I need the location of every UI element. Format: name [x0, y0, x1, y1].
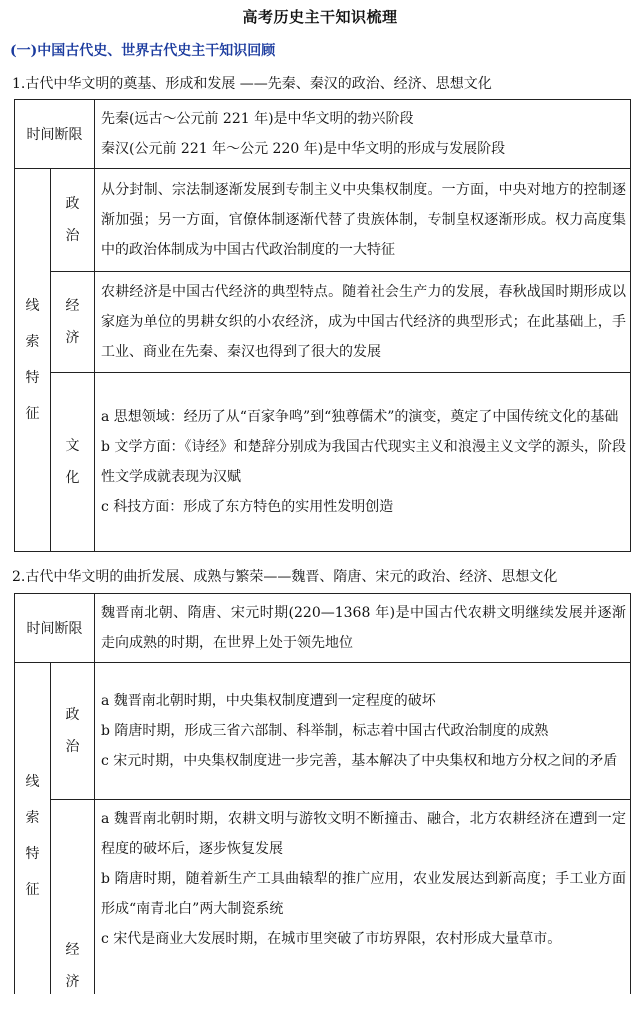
section-heading: (一)中国古代史、世界古代史主干知识回顾 [10, 43, 276, 59]
economy-label: 经 济 [51, 272, 95, 373]
economy-text: 农耕经济是中国古代经济的典型特点。随着社会生产力的发展，春秋战国时期形成以家庭为单位的男耕女织的小农经济，成为中国古代经济的典型形式；在此基础上，手工业、商业在先秦、秦汉也得到了很大的发展 [95, 272, 631, 373]
table-row [15, 100, 631, 169]
economy-label: 经 济 [51, 800, 95, 1009]
page-cutoff [0, 994, 640, 1020]
table-row [15, 272, 631, 373]
economy-cell [95, 800, 631, 1009]
culture-line: c 科技方面：形成了东方特色的实用性发明创造 [101, 499, 394, 515]
culture-label: 文 化 [51, 373, 95, 552]
table-row [15, 663, 631, 800]
topic-1-table [14, 99, 631, 552]
culture-line: a 思想领域：经历了从“百家争鸣”到“独尊儒术”的演变，奠定了中国传统文化的基础 [101, 409, 619, 425]
period-cell [95, 100, 631, 169]
feature-label: 线 索 特 征 [15, 663, 51, 1009]
table-row [15, 169, 631, 272]
table-row [15, 373, 631, 552]
culture-cell [95, 373, 631, 552]
politics-cell [95, 663, 631, 800]
economy-line: b 隋唐时期，随着新生产工具曲辕犁的推广应用，农业发展达到新高度；手工业方面形成“南青北白”两大制瓷系统 [101, 871, 626, 917]
politics-label: 政 治 [51, 169, 95, 272]
feature-label: 线 索 特 征 [15, 169, 51, 552]
document-title: 高考历史主干知识梳理 [242, 8, 398, 26]
politics-label: 政 治 [51, 663, 95, 800]
period-label: 时间断限 [15, 594, 95, 663]
table-row [15, 594, 631, 663]
period-line: 先秦(远古～公元前 221 年)是中华文明的勃兴阶段 [101, 111, 414, 127]
culture-line: b 文学方面：《诗经》和楚辞分别成为我国古代现实主义和浪漫主义文学的源头，阶段性文学成就表现为汉赋 [101, 439, 626, 485]
politics-line: c 宋元时期，中央集权制度进一步完善，基本解决了中央集权和地方分权之间的矛盾 [101, 753, 618, 769]
period-label: 时间断限 [15, 100, 95, 169]
topic-2-heading: 2.古代中华文明的曲折发展、成熟与繁荣——魏晋、隋唐、宋元的政治、经济、思想文化 [12, 569, 558, 585]
economy-line: c 宋代是商业大发展时期，在城市里突破了市坊界限，农村形成大量草市。 [101, 931, 562, 947]
topic-2-table [14, 593, 631, 1009]
period-line: 秦汉(公元前 221 年～公元 220 年)是中华文明的形成与发展阶段 [101, 141, 506, 157]
politics-line: b 隋唐时期，形成三省六部制、科举制，标志着中国古代政治制度的成熟 [101, 723, 549, 739]
table-row [15, 800, 631, 1009]
politics-text: 从分封制、宗法制逐渐发展到专制主义中央集权制度。一方面，中央对地方的控制逐渐加强；另一方面，官僚体制逐渐代替了贵族体制，专制皇权逐渐形成。权力高度集中的政治体制成为中国古代政治制度的一大特征 [95, 169, 631, 272]
period-text: 魏晋南北朝、隋唐、宋元时期(220—1368 年)是中国古代农耕文明继续发展并逐渐走向成熟的时期，在世界上处于领先地位 [95, 594, 631, 663]
economy-line: a 魏晋南北朝时期，农耕文明与游牧文明不断撞击、融合，北方农耕经济在遭到一定程度的破坏后，逐步恢复发展 [101, 811, 626, 857]
topic-1-heading: 1.古代中华文明的奠基、形成和发展 ——先秦、秦汉的政治、经济、思想文化 [12, 76, 492, 92]
politics-line: a 魏晋南北朝时期，中央集权制度遭到一定程度的破坏 [101, 693, 436, 709]
